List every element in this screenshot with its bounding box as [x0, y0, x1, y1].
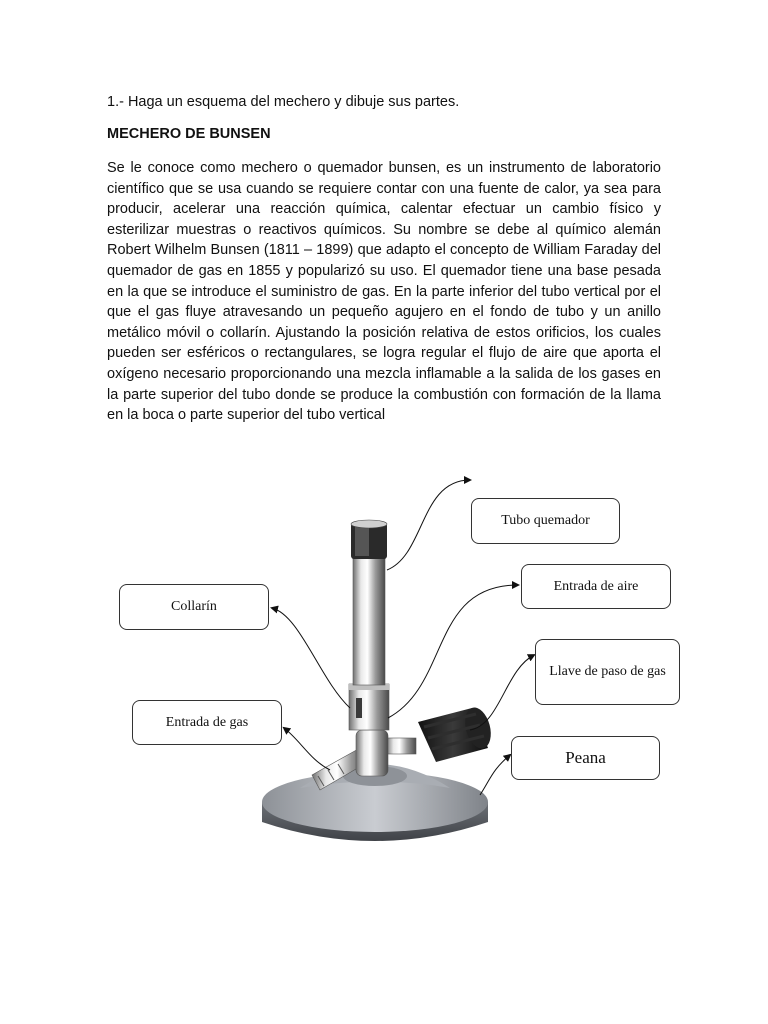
label-entrada-aire: Entrada de aire: [521, 564, 671, 609]
burner-junction: [356, 730, 388, 776]
label-collarin: Collarín: [119, 584, 269, 630]
label-llave-paso: Llave de paso de gas: [535, 639, 680, 705]
gas-valve: [386, 705, 495, 762]
arrow-entrada-aire: [388, 585, 518, 718]
body-paragraph: Se le conoce como mechero o quemador bunsen, es un instrumento de laboratorio científico que se usa cuando se requiere contar con una fuente de calor, ya sea para producir, acelerar una reacción química, calentar efectuar un cambio físico y esterilizar muestras o reactivos químicos. Su nombre se debe al químico alemán Robert Wilhelm Bunsen (1811 – 1899) que adapto el concepto de William Faraday del quemador de gas en 1855 y popularizó su uso. El quemador tiene una base pesada en la que se introduce el suministro de gas. En la parte inferior del tubo vertical por el que el gas fluye atravesando un pequeño agujero en el fondo de tubo y un anillo metálico móvil o collarín. Ajustando la posición relativa de estos orificios, los cuales pueden ser esféricos o rectangulares, se logra regular el flujo de aire que aporta el oxígeno necesario proporcionando una mezcla inflamable a la salida de los gases en la parte superior del tubo donde se produce la combustión con formación de la llama en la boca o parte superior del tubo vertical: [107, 160, 661, 424]
label-tubo-quemador: Tubo quemador: [471, 498, 620, 544]
label-entrada-gas: Entrada de gas: [132, 700, 282, 745]
label-peana: Peana: [511, 736, 660, 780]
arrow-collarin: [272, 608, 350, 708]
bunsen-burner-figure: [0, 440, 768, 900]
arrow-tubo-quemador: [387, 480, 470, 570]
instruction-text: 1.- Haga un esquema del mechero y dibuje sus partes.: [107, 94, 460, 110]
burner-tube: [351, 520, 387, 685]
arrow-entrada-gas: [284, 728, 330, 770]
section-heading: MECHERO DE BUNSEN: [107, 126, 271, 142]
air-collar: [349, 684, 389, 730]
arrow-peana: [480, 755, 510, 795]
